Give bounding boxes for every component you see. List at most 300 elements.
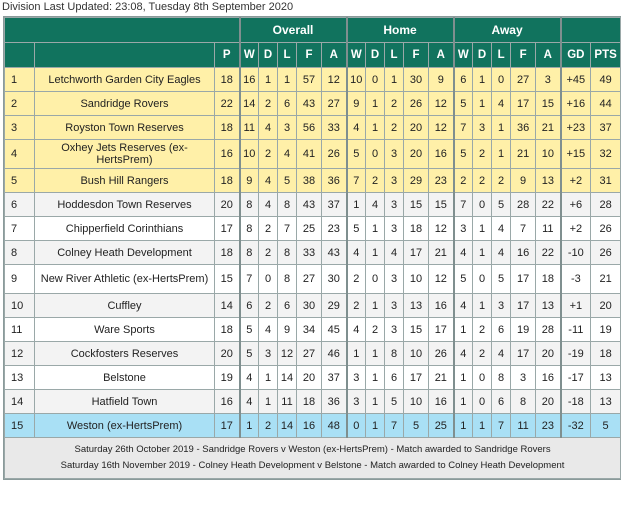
home-a-cell: 17 [429, 318, 454, 342]
goal-difference-cell: -18 [561, 390, 591, 414]
away-d-cell: 2 [473, 140, 492, 169]
position-cell: 11 [5, 318, 35, 342]
position-cell: 1 [5, 68, 35, 92]
home-l-cell: 3 [385, 169, 404, 193]
away-a-cell: 13 [536, 169, 561, 193]
played-header: P [215, 43, 240, 68]
away-f-cell: 36 [511, 116, 536, 140]
column-header-row [5, 43, 621, 68]
home-d-cell: 0 [366, 140, 385, 169]
away-w-header: W [454, 43, 473, 68]
home-d-cell: 1 [366, 116, 385, 140]
away-a-cell: 10 [536, 140, 561, 169]
home-f-cell: 5 [404, 414, 429, 438]
away-a-cell: 22 [536, 241, 561, 265]
away-d-cell: 0 [473, 193, 492, 217]
pos-header [5, 43, 35, 68]
overall-f-cell: 25 [297, 217, 322, 241]
away-l-cell: 6 [492, 318, 511, 342]
goal-difference-cell: -17 [561, 366, 591, 390]
played-cell: 18 [215, 318, 240, 342]
goal-difference-cell: -32 [561, 414, 591, 438]
points-cell: 44 [591, 92, 621, 116]
team-name-cell: Weston (ex-HertsPrem) [35, 414, 215, 438]
away-w-cell: 4 [454, 342, 473, 366]
overall-w-cell: 8 [240, 217, 259, 241]
overall-a-header: A [322, 43, 347, 68]
overall-a-cell: 48 [322, 414, 347, 438]
home-l-cell: 4 [385, 241, 404, 265]
gd-header: GD [561, 43, 591, 68]
home-a-cell: 21 [429, 241, 454, 265]
points-cell: 37 [591, 116, 621, 140]
home-d-cell: 1 [366, 342, 385, 366]
position-cell: 8 [5, 241, 35, 265]
home-l-header: L [385, 43, 404, 68]
away-l-cell: 2 [492, 169, 511, 193]
overall-a-cell: 26 [322, 140, 347, 169]
position-cell: 6 [5, 193, 35, 217]
blank-header-right [561, 18, 621, 43]
home-l-cell: 5 [385, 390, 404, 414]
team-name-cell: New River Athletic (ex-HertsPrem) [35, 265, 215, 294]
home-w-cell: 1 [347, 193, 366, 217]
away-l-cell: 7 [492, 414, 511, 438]
home-f-cell: 17 [404, 366, 429, 390]
home-f-cell: 18 [404, 217, 429, 241]
points-cell: 21 [591, 265, 621, 294]
played-cell: 16 [215, 390, 240, 414]
notes-row [5, 438, 621, 479]
overall-d-cell: 1 [259, 366, 278, 390]
overall-w-cell: 5 [240, 342, 259, 366]
table-row [5, 366, 621, 390]
home-d-cell: 2 [366, 318, 385, 342]
away-w-cell: 1 [454, 366, 473, 390]
home-a-cell: 15 [429, 193, 454, 217]
points-cell: 13 [591, 390, 621, 414]
home-a-cell: 12 [429, 92, 454, 116]
home-w-cell: 5 [347, 217, 366, 241]
away-f-cell: 17 [511, 294, 536, 318]
overall-a-cell: 29 [322, 294, 347, 318]
home-d-header: D [366, 43, 385, 68]
points-cell: 26 [591, 217, 621, 241]
home-a-cell: 25 [429, 414, 454, 438]
home-f-cell: 17 [404, 241, 429, 265]
home-group-header: Home [347, 18, 454, 43]
position-cell: 2 [5, 92, 35, 116]
away-a-cell: 15 [536, 92, 561, 116]
away-d-header: D [473, 43, 492, 68]
away-f-cell: 3 [511, 366, 536, 390]
team-header [35, 43, 215, 68]
points-cell: 18 [591, 342, 621, 366]
overall-d-cell: 2 [259, 241, 278, 265]
table-row [5, 217, 621, 241]
away-l-cell: 1 [492, 140, 511, 169]
away-l-cell: 4 [492, 241, 511, 265]
home-a-cell: 12 [429, 217, 454, 241]
team-name-cell: Bush Hill Rangers [35, 169, 215, 193]
pts-header: PTS [591, 43, 621, 68]
team-name-cell: Cuffley [35, 294, 215, 318]
home-d-cell: 1 [366, 92, 385, 116]
points-cell: 13 [591, 366, 621, 390]
home-a-cell: 12 [429, 265, 454, 294]
team-name-cell: Belstone [35, 366, 215, 390]
away-w-cell: 1 [454, 390, 473, 414]
away-w-cell: 3 [454, 217, 473, 241]
position-cell: 4 [5, 140, 35, 169]
overall-f-cell: 56 [297, 116, 322, 140]
team-name-cell: Colney Heath Development [35, 241, 215, 265]
home-d-cell: 1 [366, 366, 385, 390]
overall-group-header: Overall [240, 18, 347, 43]
points-cell: 26 [591, 241, 621, 265]
overall-a-cell: 23 [322, 217, 347, 241]
away-l-cell: 6 [492, 390, 511, 414]
position-cell: 10 [5, 294, 35, 318]
overall-l-cell: 6 [278, 92, 297, 116]
away-w-cell: 1 [454, 414, 473, 438]
home-d-cell: 1 [366, 217, 385, 241]
home-w-cell: 7 [347, 169, 366, 193]
played-cell: 19 [215, 366, 240, 390]
away-a-cell: 16 [536, 366, 561, 390]
away-a-cell: 22 [536, 193, 561, 217]
home-d-cell: 0 [366, 68, 385, 92]
away-w-cell: 6 [454, 68, 473, 92]
away-f-cell: 17 [511, 92, 536, 116]
away-group-header: Away [454, 18, 561, 43]
away-w-cell: 7 [454, 193, 473, 217]
league-table [4, 17, 621, 479]
overall-l-cell: 8 [278, 265, 297, 294]
home-l-cell: 3 [385, 265, 404, 294]
away-f-cell: 11 [511, 414, 536, 438]
home-w-cell: 3 [347, 366, 366, 390]
overall-a-cell: 45 [322, 318, 347, 342]
position-cell: 9 [5, 265, 35, 294]
away-f-cell: 7 [511, 217, 536, 241]
away-f-cell: 21 [511, 140, 536, 169]
home-d-cell: 1 [366, 414, 385, 438]
home-w-cell: 2 [347, 294, 366, 318]
overall-f-cell: 27 [297, 342, 322, 366]
overall-l-cell: 4 [278, 140, 297, 169]
home-w-cell: 4 [347, 318, 366, 342]
away-a-cell: 3 [536, 68, 561, 92]
away-d-cell: 1 [473, 92, 492, 116]
home-a-cell: 26 [429, 342, 454, 366]
home-f-cell: 13 [404, 294, 429, 318]
home-w-header: W [347, 43, 366, 68]
played-cell: 18 [215, 116, 240, 140]
played-cell: 18 [215, 241, 240, 265]
overall-l-cell: 12 [278, 342, 297, 366]
played-cell: 17 [215, 217, 240, 241]
overall-w-cell: 14 [240, 92, 259, 116]
goal-difference-cell: +2 [561, 169, 591, 193]
table-row [5, 169, 621, 193]
position-cell: 12 [5, 342, 35, 366]
home-a-cell: 9 [429, 68, 454, 92]
away-l-cell: 5 [492, 193, 511, 217]
played-cell: 17 [215, 414, 240, 438]
home-l-cell: 6 [385, 366, 404, 390]
away-w-cell: 7 [454, 116, 473, 140]
points-cell: 32 [591, 140, 621, 169]
overall-f-cell: 43 [297, 92, 322, 116]
home-l-cell: 2 [385, 116, 404, 140]
goal-difference-cell: -11 [561, 318, 591, 342]
notes-cell [5, 438, 621, 479]
overall-f-cell: 43 [297, 193, 322, 217]
overall-d-cell: 2 [259, 294, 278, 318]
goal-difference-cell: +45 [561, 68, 591, 92]
overall-w-cell: 10 [240, 140, 259, 169]
away-d-cell: 1 [473, 68, 492, 92]
overall-f-cell: 27 [297, 265, 322, 294]
played-cell: 18 [215, 68, 240, 92]
team-name-cell: Cockfosters Reserves [35, 342, 215, 366]
home-f-header: F [404, 43, 429, 68]
table-body [5, 68, 621, 438]
away-f-cell: 16 [511, 241, 536, 265]
team-name-cell: Letchworth Garden City Eagles [35, 68, 215, 92]
overall-w-cell: 6 [240, 294, 259, 318]
away-l-cell: 4 [492, 217, 511, 241]
away-w-cell: 1 [454, 318, 473, 342]
goal-difference-cell: +16 [561, 92, 591, 116]
table-row [5, 342, 621, 366]
overall-d-cell: 2 [259, 92, 278, 116]
points-cell: 20 [591, 294, 621, 318]
away-d-cell: 2 [473, 318, 492, 342]
last-updated-text: Division Last Updated: 23:08, Tuesday 8th September 2020 [2, 1, 294, 13]
overall-f-cell: 30 [297, 294, 322, 318]
overall-w-cell: 8 [240, 241, 259, 265]
home-l-cell: 7 [385, 414, 404, 438]
table-row [5, 92, 621, 116]
home-w-cell: 10 [347, 68, 366, 92]
goal-difference-cell: -3 [561, 265, 591, 294]
played-cell: 20 [215, 342, 240, 366]
overall-d-cell: 4 [259, 116, 278, 140]
note-line: Saturday 16th November 2019 - Colney Heath Development v Belstone - Match awarded to Colney Heath Development [60, 460, 565, 471]
away-d-cell: 1 [473, 217, 492, 241]
home-d-cell: 4 [366, 193, 385, 217]
overall-l-cell: 5 [278, 169, 297, 193]
overall-d-header: D [259, 43, 278, 68]
home-w-cell: 3 [347, 390, 366, 414]
overall-a-cell: 37 [322, 366, 347, 390]
home-l-cell: 3 [385, 193, 404, 217]
home-l-cell: 3 [385, 217, 404, 241]
overall-a-cell: 27 [322, 92, 347, 116]
overall-l-header: L [278, 43, 297, 68]
goal-difference-cell: +15 [561, 140, 591, 169]
table-row [5, 241, 621, 265]
table-row [5, 116, 621, 140]
blank-header [5, 18, 240, 43]
overall-w-header: W [240, 43, 259, 68]
overall-l-cell: 1 [278, 68, 297, 92]
played-cell: 20 [215, 193, 240, 217]
home-f-cell: 10 [404, 342, 429, 366]
overall-f-cell: 20 [297, 366, 322, 390]
points-cell: 49 [591, 68, 621, 92]
goal-difference-cell: -19 [561, 342, 591, 366]
away-l-cell: 5 [492, 265, 511, 294]
overall-l-cell: 6 [278, 294, 297, 318]
away-f-cell: 9 [511, 169, 536, 193]
team-name-cell: Hoddesdon Town Reserves [35, 193, 215, 217]
away-a-cell: 21 [536, 116, 561, 140]
away-f-cell: 28 [511, 193, 536, 217]
table-row [5, 193, 621, 217]
played-cell: 14 [215, 294, 240, 318]
home-l-cell: 2 [385, 92, 404, 116]
away-l-cell: 8 [492, 366, 511, 390]
played-cell: 18 [215, 169, 240, 193]
home-l-cell: 3 [385, 294, 404, 318]
overall-l-cell: 9 [278, 318, 297, 342]
away-a-cell: 20 [536, 342, 561, 366]
played-cell: 22 [215, 92, 240, 116]
overall-a-cell: 46 [322, 342, 347, 366]
home-d-cell: 2 [366, 169, 385, 193]
overall-w-cell: 7 [240, 265, 259, 294]
away-a-cell: 13 [536, 294, 561, 318]
away-l-cell: 3 [492, 294, 511, 318]
overall-l-cell: 14 [278, 414, 297, 438]
league-table-container [3, 16, 621, 480]
overall-w-cell: 4 [240, 390, 259, 414]
overall-f-cell: 16 [297, 414, 322, 438]
home-l-cell: 1 [385, 68, 404, 92]
home-d-cell: 0 [366, 265, 385, 294]
overall-f-cell: 18 [297, 390, 322, 414]
home-a-cell: 12 [429, 116, 454, 140]
position-cell: 13 [5, 366, 35, 390]
home-a-cell: 21 [429, 366, 454, 390]
home-l-cell: 3 [385, 318, 404, 342]
away-l-cell: 0 [492, 68, 511, 92]
overall-a-cell: 36 [322, 390, 347, 414]
away-w-cell: 4 [454, 241, 473, 265]
away-f-cell: 17 [511, 265, 536, 294]
away-f-cell: 8 [511, 390, 536, 414]
overall-f-cell: 38 [297, 169, 322, 193]
home-f-cell: 30 [404, 68, 429, 92]
home-a-cell: 16 [429, 294, 454, 318]
group-header-row [5, 18, 621, 43]
overall-l-cell: 8 [278, 193, 297, 217]
overall-d-cell: 3 [259, 342, 278, 366]
overall-a-cell: 36 [322, 169, 347, 193]
away-f-cell: 17 [511, 342, 536, 366]
points-cell: 5 [591, 414, 621, 438]
home-a-cell: 16 [429, 140, 454, 169]
home-w-cell: 4 [347, 116, 366, 140]
table-row [5, 140, 621, 169]
away-d-cell: 3 [473, 116, 492, 140]
overall-d-cell: 4 [259, 193, 278, 217]
away-a-cell: 18 [536, 265, 561, 294]
goal-difference-cell: +6 [561, 193, 591, 217]
home-w-cell: 4 [347, 241, 366, 265]
away-d-cell: 1 [473, 241, 492, 265]
played-cell: 15 [215, 265, 240, 294]
home-f-cell: 20 [404, 140, 429, 169]
points-cell: 19 [591, 318, 621, 342]
away-f-header: F [511, 43, 536, 68]
home-w-cell: 1 [347, 342, 366, 366]
table-row [5, 318, 621, 342]
away-l-header: L [492, 43, 511, 68]
away-d-cell: 0 [473, 265, 492, 294]
overall-f-cell: 41 [297, 140, 322, 169]
overall-f-header: F [297, 43, 322, 68]
overall-w-cell: 8 [240, 193, 259, 217]
home-w-cell: 2 [347, 265, 366, 294]
overall-w-cell: 5 [240, 318, 259, 342]
away-a-cell: 11 [536, 217, 561, 241]
position-cell: 15 [5, 414, 35, 438]
away-a-cell: 20 [536, 390, 561, 414]
away-w-cell: 5 [454, 265, 473, 294]
away-a-header: A [536, 43, 561, 68]
home-f-cell: 26 [404, 92, 429, 116]
overall-f-cell: 57 [297, 68, 322, 92]
overall-d-cell: 0 [259, 265, 278, 294]
home-w-cell: 9 [347, 92, 366, 116]
team-name-cell: Chipperfield Corinthians [35, 217, 215, 241]
home-d-cell: 1 [366, 390, 385, 414]
away-w-cell: 4 [454, 294, 473, 318]
overall-d-cell: 4 [259, 318, 278, 342]
table-row [5, 68, 621, 92]
goal-difference-cell: +2 [561, 217, 591, 241]
table-row [5, 414, 621, 438]
table-row [5, 265, 621, 294]
position-cell: 14 [5, 390, 35, 414]
overall-d-cell: 1 [259, 68, 278, 92]
away-l-cell: 1 [492, 116, 511, 140]
home-d-cell: 1 [366, 294, 385, 318]
overall-l-cell: 11 [278, 390, 297, 414]
team-name-cell: Ware Sports [35, 318, 215, 342]
home-a-header: A [429, 43, 454, 68]
away-w-cell: 5 [454, 92, 473, 116]
overall-l-cell: 8 [278, 241, 297, 265]
away-a-cell: 23 [536, 414, 561, 438]
home-w-cell: 5 [347, 140, 366, 169]
overall-l-cell: 7 [278, 217, 297, 241]
overall-a-cell: 33 [322, 116, 347, 140]
overall-a-cell: 37 [322, 193, 347, 217]
home-l-cell: 8 [385, 342, 404, 366]
home-f-cell: 10 [404, 265, 429, 294]
away-d-cell: 2 [473, 169, 492, 193]
goal-difference-cell: +1 [561, 294, 591, 318]
position-cell: 7 [5, 217, 35, 241]
home-w-cell: 0 [347, 414, 366, 438]
home-f-cell: 29 [404, 169, 429, 193]
home-d-cell: 1 [366, 241, 385, 265]
